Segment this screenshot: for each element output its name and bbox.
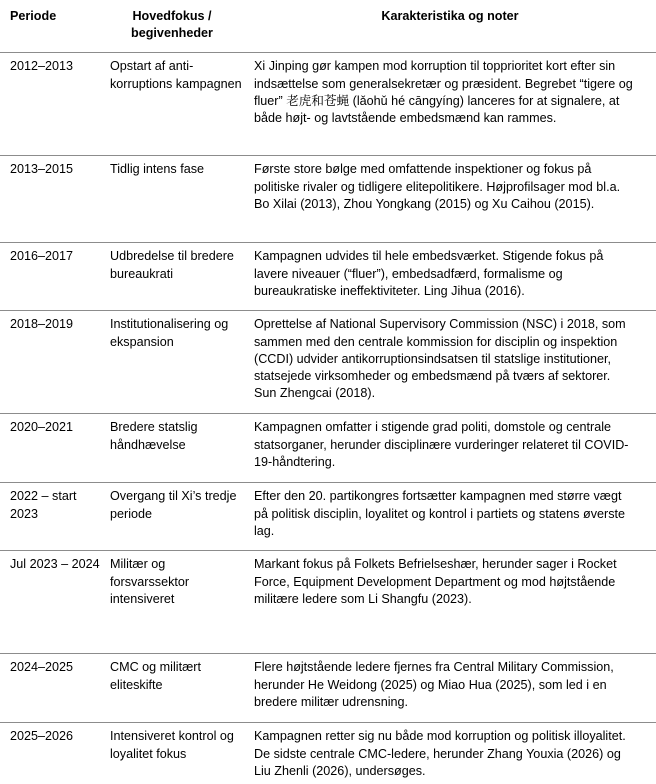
period-cell: 2020–2021: [0, 414, 100, 483]
period-cell: 2013–2015: [0, 156, 100, 243]
table-row: [0, 723, 656, 783]
table-row: [0, 243, 656, 311]
notes-cell: Efter den 20. partikongres fortsætter kampagnen med større vægt på politisk disciplin, loyalitet og kontrol i partiets og statens øverste lag.: [244, 483, 656, 551]
table-row: [0, 311, 656, 414]
header-row: [0, 0, 656, 42]
period-cell: 2016–2017: [0, 243, 100, 311]
focus-cell: Bredere statslig håndhævelse: [100, 414, 244, 483]
focus-cell: Tidlig intens fase: [100, 156, 244, 243]
period-cell: 2022 – start 2023: [0, 483, 100, 551]
focus-cell: Overgang til Xi’s tredje periode: [100, 483, 244, 551]
focus-cell: Militær og forsvarssektor intensiveret: [100, 551, 244, 654]
notes-cell: Xi Jinping gør kampen mod korruption til topprioritet kort efter sin indsættelse som generalsekretær og præsident. Begrebet “tigere og fluer” 老虎和苍蝇 (lǎohǔ hé cāngyíng) lanceres for at signalere, at både højt- og lavtstående embedsmænd kan rammes.: [244, 53, 656, 156]
notes-cell: Kampagnen omfatter i stigende grad politi, domstole og centrale statsorganer, herunder disciplinære vurderinger relateret til COVID-19-håndtering.: [244, 414, 656, 483]
notes-cell: Første store bølge med omfattende inspektioner og fokus på politiske rivaler og tidligere elitepolitikere. Højprofilsager mod bl.a. Bo Xilai (2013), Zhou Yongkang (2015) og Xu Caihou (2015).: [244, 156, 656, 243]
table-row: [0, 551, 656, 654]
focus-cell: Udbredelse til bredere bureaukrati: [100, 243, 244, 311]
period-cell: 2012–2013: [0, 53, 100, 156]
header-focus: Hovedfokus / begivenheder: [131, 9, 213, 41]
header-period: Periode: [10, 9, 57, 23]
period-cell: 2018–2019: [0, 311, 100, 414]
period-cell: 2024–2025: [0, 654, 100, 723]
table-row: [0, 414, 656, 483]
table-row: [0, 53, 656, 156]
notes-cell: Oprettelse af National Supervisory Commission (NSC) i 2018, som sammen med den centrale kommission for disciplin og inspektion (CCDI) udvider antikorruptionsindsatsen til statslige institutioner, statsejede virksomheder og embedsmænd på tværs af sektorer. Sun Zhengcai (2018).: [244, 311, 656, 414]
notes-cell: Flere højtstående ledere fjernes fra Central Military Commission, herunder He Weidong (2025) og Miao Hua (2025), som led i en bredere militær udrensning.: [244, 654, 656, 723]
notes-cell: Kampagnen retter sig nu både mod korruption og politisk illoyalitet. De sidste centrale CMC-ledere, herunder Zhang Youxia (2026) og Liu Zhenli (2026), undersøges.: [244, 723, 656, 783]
table-row: [0, 156, 656, 243]
notes-cell: Markant fokus på Folkets Befrielseshær, herunder sager i Rocket Force, Equipment Development Department og mod højtstående militære ledere som Li Shangfu (2023).: [244, 551, 656, 654]
period-cell: 2025–2026: [0, 723, 100, 783]
focus-cell: CMC og militært eliteskifte: [100, 654, 244, 723]
focus-cell: Institutionalisering og ekspansion: [100, 311, 244, 414]
header-notes: Karakteristika og noter: [381, 9, 519, 23]
focus-cell: Intensiveret kontrol og loyalitet fokus: [100, 723, 244, 783]
notes-cell: Kampagnen udvides til hele embedsværket. Stigende fokus på lavere niveauer (“fluer”), embedsadfærd, formalisme og bureaukratiske ineffektiviteter. Ling Jihua (2016).: [244, 243, 656, 311]
table-row: [0, 654, 656, 723]
table-row: [0, 483, 656, 551]
period-cell: Jul 2023 – 2024: [0, 551, 100, 654]
focus-cell: Opstart af anti-korruptions kampagnen: [100, 53, 244, 156]
